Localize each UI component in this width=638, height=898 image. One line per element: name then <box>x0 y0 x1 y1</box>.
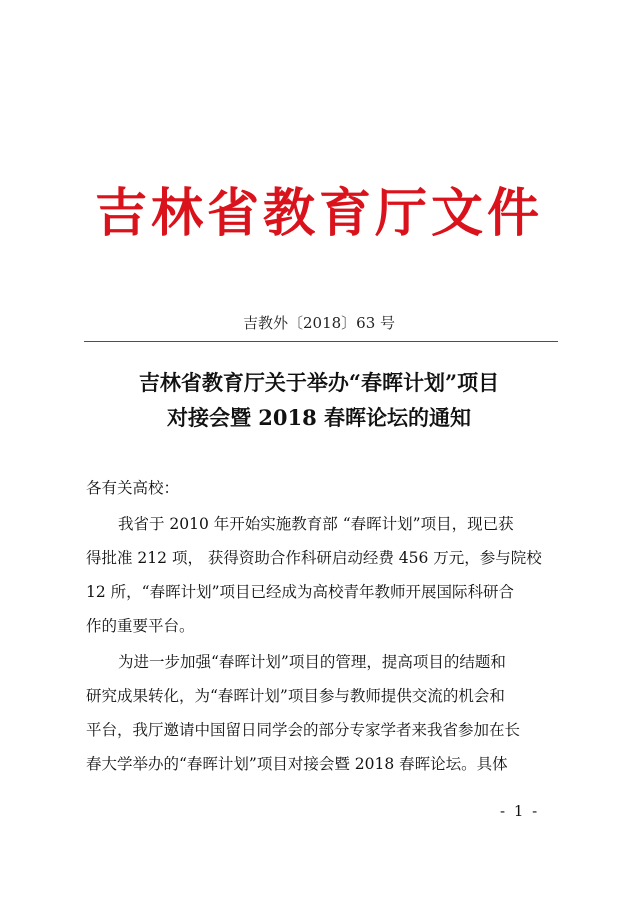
notice-title-line-2: 对接会暨 2018 春晖论坛的通知 <box>166 405 472 430</box>
issuer-header-title: 吉林省教育厅文件 <box>94 183 543 244</box>
paragraph-2-line-1: 为进一步加强“春晖计划”项目的管理，提高项目的结题和 <box>118 653 506 671</box>
paragraph-2-line-2: 研究成果转化，为“春晖计划”项目参与教师提供交流的机会和 <box>86 687 505 705</box>
salutation: 各有关高校： <box>86 479 180 497</box>
paragraph-1-line-1: 我省于 2010 年开始实施教育部 “春晖计划”项目，现已获 <box>118 515 514 533</box>
notice-title-line-1: 吉林省教育厅关于举办“春晖计划”项目 <box>138 370 500 395</box>
paragraph-2-line-3: 平台，我厅邀请中国留日同学会的部分专家学者来我省参加在长 <box>86 721 521 739</box>
document-number: 吉教外〔2018〕63 号 <box>242 314 396 332</box>
red-divider-line <box>84 341 558 342</box>
paragraph-2-line-4: 春大学举办的“春晖计划”项目对接会暨 2018 春晖论坛。具体 <box>86 755 508 773</box>
notice-title <box>0 365 638 435</box>
page-number: - 1 - <box>500 802 540 820</box>
paragraph-1-line-2: 得批准 212 项， 获得资助合作科研启动经费 456 万元，参与院校 <box>86 549 542 567</box>
paragraph-1-line-3: 12 所，“春晖计划”项目已经成为高校青年教师开展国际科研合 <box>86 583 515 601</box>
paragraph-1-line-4: 作的重要平台。 <box>86 617 195 635</box>
